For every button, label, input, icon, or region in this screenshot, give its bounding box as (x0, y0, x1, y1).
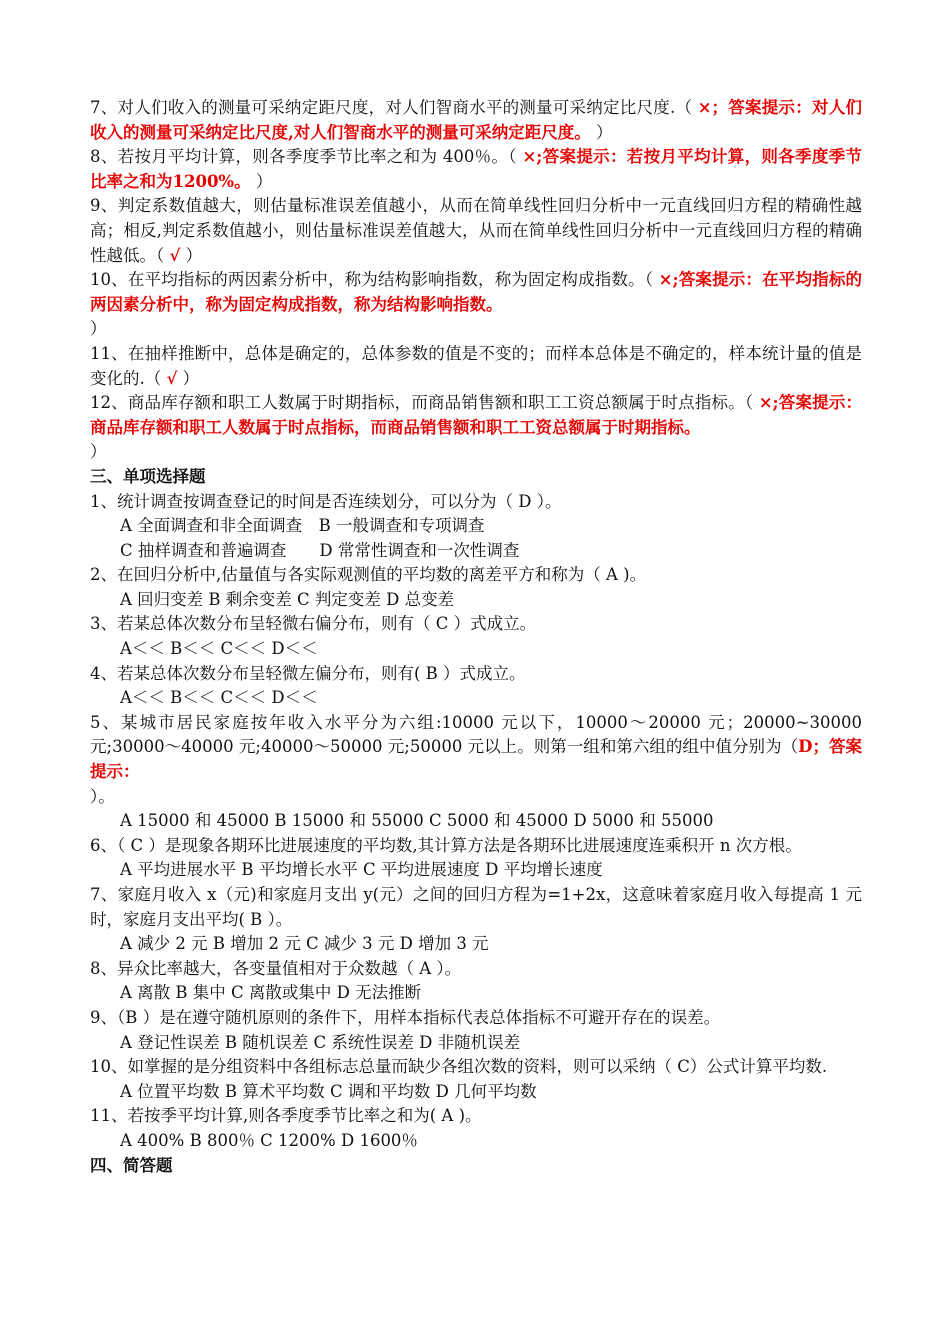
question-8-options: A 离散 B 集中 C 离散或集中 D 无法推断 (120, 983, 422, 1003)
question-2-options: A 回归变差 B 剩余变差 C 判定变差 D 总变差 (120, 589, 455, 609)
question-7-options: A 减少 2 元 B 增加 2 元 C 减少 3 元 D 增加 3 元 (120, 934, 489, 954)
tf-item-10: 10、在平均指标的两因素分析中，称为结构影响指数，称为固定构成指数。（ ×;答案提示：在平均指标的两因素分析中，称为固定构成指数，称为结构影响指数。 ） (90, 270, 862, 339)
check-mark: √ (169, 245, 181, 265)
answer-hint: ×;答案提示：商品库存额和职工人数属于时点指标，而商品销售额和职工工资总额属于时期指标。 (90, 393, 862, 437)
question-6: 6、（ C ）是现象各期环比进展速度的平均数,其计算方法是各期环比进展速度连乘积开 n 次方根。 (90, 835, 802, 855)
document-page (90, 96, 862, 1178)
question-5-options: A 15000 和 45000 B 15000 和 55000 C 5000 和 45000 D 5000 和 55000 (120, 811, 714, 831)
tf-item-7: 7、对人们收入的测量可采纳定距尺度，对人们智商水平的测量可采纳定比尺度.（ ×；答案提示：对人们收入的测量可采纳定比尺度,对人们智商水平的测量可采纳定距尺度。 ） (90, 98, 862, 142)
question-1-options-c-d: C 抽样调查和普遍调查 D 常常性调查和一次性调查 (120, 540, 520, 560)
question-4: 4、若某总体次数分布呈轻微左偏分布，则有( B ）式成立。 (90, 663, 526, 683)
question-8: 8、异众比率越大，各变量值相对于众数越（ A ）。 (90, 958, 462, 978)
question-9: 9、（B ）是在遵守随机原则的条件下，用样本指标代表总体指标不可避开存在的误差。 (90, 1007, 721, 1027)
section-title-short-answer: 四、简答题 (90, 1155, 173, 1175)
question-11: 11、若按季平均计算,则各季度季节比率之和为( A )。 (90, 1106, 482, 1126)
tf-item-12: 12、商品库存额和职工人数属于时期指标，而商品销售额和职工工资总额属于时点指标。（ ×;答案提示：商品库存额和职工人数属于时点指标，而商品销售额和职工工资总额属于时期指标。 ） (90, 393, 862, 462)
answer-hint: ×;答案提示：若按月平均计算，则各季度季节比率之和为1200%。 (90, 147, 863, 191)
question-1-options-a-b: A 全面调查和非全面调查 B 一般调查和专项调查 (120, 516, 485, 536)
question-10: 10、如掌握的是分组资料中各组标志总量而缺少各组次数的资料，则可以采纳（ C）公式计算平均数. (90, 1057, 828, 1077)
question-7: 7、家庭月收入 x（元)和家庭月支出 y(元）之间的回归方程为=1+2x，这意味着家庭月收入每提高 1 元时，家庭月支出平均( B ）。 (90, 885, 862, 929)
question-4-options: A＜＜ B＜＜ C＜＜ D＜＜ (120, 688, 318, 708)
question-9-options: A 登记性误差 B 随机误差 C 系统性误差 D 非随机误差 (120, 1032, 521, 1052)
question-2: 2、在回归分析中,估量值与各实际观测值的平均数的离差平方和称为（ A )。 (90, 565, 647, 585)
tf-item-8: 8、若按月平均计算，则各季度季节比率之和为 400％。（ ×;答案提示：若按月平均计算，则各季度季节比率之和为1200%。 ） (90, 147, 863, 191)
question-11-options: A 400% B 800％ C 1200% D 1600％ (120, 1130, 418, 1150)
answer-hint: D；答案提示： (90, 737, 863, 782)
question-5: 5、某城市居民家庭按年收入水平分为六组:10000 元以下，10000～20000 元；20000~30000 元;30000～40000 元;40000～50000 元;50000 元以上。则第一组和第六组的组中值分别为（D；答案提示： ）。 (90, 712, 863, 806)
question-6-options: A 平均进展水平 B 平均增长水平 C 平均进展速度 D 平均增长速度 (120, 860, 603, 880)
tf-item-9: 9、判定系数值越大，则估量标准误差值越小，从而在简单线性回归分析中一元直线回归方程的精确性越高；相反,判定系数值越小，则估量标准误差值越大，从而在简单线性回归分析中一元直线回归方程的精确性越低。（ √ ） (90, 196, 862, 265)
answer-hint: ×；答案提示：对人们收入的测量可采纳定比尺度,对人们智商水平的测量可采纳定距尺度。 (90, 98, 862, 142)
section-title-single-choice: 三、单项选择题 (90, 466, 206, 486)
question-3: 3、若某总体次数分布呈轻微右偏分布，则有（ C ）式成立。 (90, 614, 537, 634)
question-1: 1、统计调查按调查登记的时间是否连续划分，可以分为（ D ）。 (90, 491, 562, 511)
question-10-options: A 位置平均数 B 算术平均数 C 调和平均数 D 几何平均数 (120, 1081, 537, 1101)
answer-hint: ×;答案提示：在平均指标的两因素分析中，称为固定构成指数，称为结构影响指数。 (90, 270, 862, 314)
tf-item-11: 11、在抽样推断中，总体是确定的，总体参数的值是不变的；而样本总体是不确定的，样本统计量的值是变化的.（ √ ） (90, 343, 862, 388)
question-3-options: A＜＜ B＜＜ C＜＜ D＜＜ (120, 639, 318, 659)
check-mark: √ (166, 368, 178, 388)
